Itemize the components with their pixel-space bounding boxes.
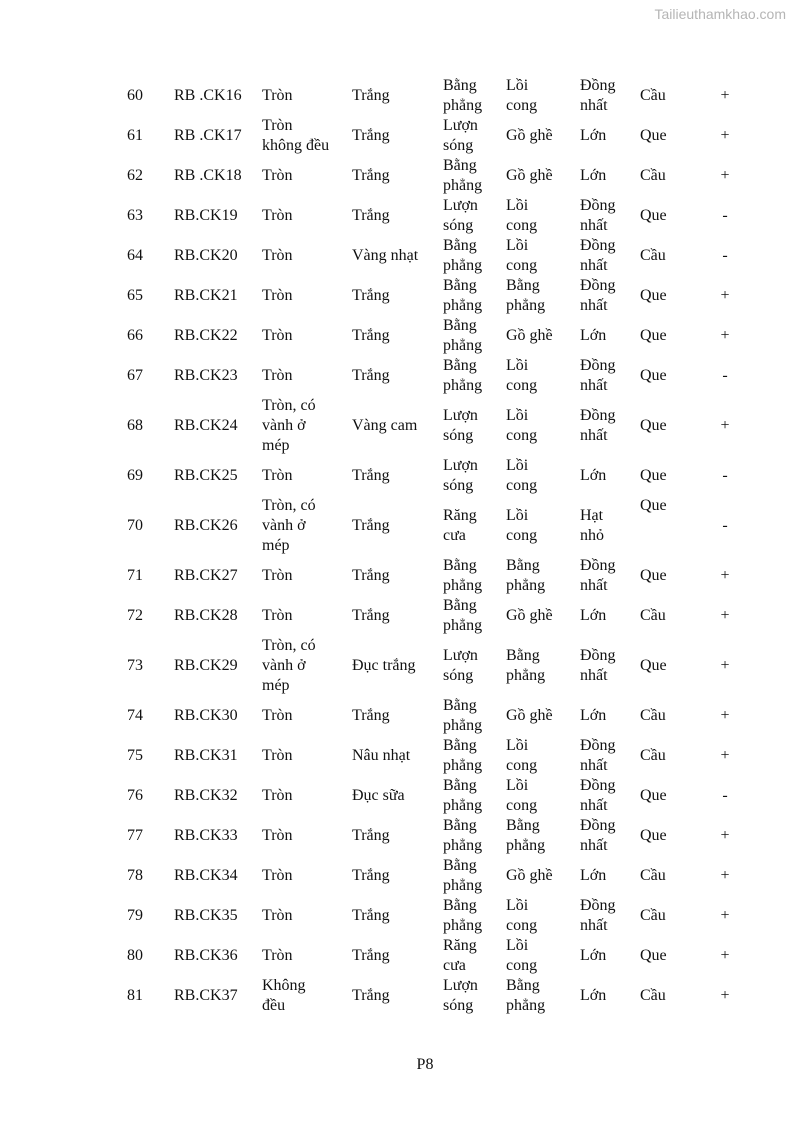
test-result: -	[722, 367, 728, 384]
strain-code: RB.CK27	[174, 567, 238, 584]
colony-edge: Răng cưa	[443, 937, 477, 974]
table-row	[120, 156, 740, 196]
colony-shape: Tròn	[262, 947, 293, 964]
table-row	[120, 496, 740, 556]
cell-shape: Cầu	[640, 167, 666, 184]
colony-color: Trắng	[352, 707, 390, 724]
colony-shape: Tròn	[262, 167, 293, 184]
colony-surface: Bằng phẳng	[506, 977, 546, 1014]
colony-size: Đồng nhất	[580, 237, 616, 274]
colony-surface: Lồi cong	[506, 507, 538, 544]
colony-surface: Gồ ghề	[506, 867, 553, 884]
table-row	[120, 116, 740, 156]
colony-surface: Lồi cong	[506, 237, 538, 274]
test-result: +	[720, 827, 730, 844]
colony-shape: Tròn	[262, 467, 293, 484]
table-row	[120, 936, 740, 976]
row-number: 80	[127, 947, 143, 964]
colony-surface: Lồi cong	[506, 737, 538, 774]
test-result: +	[720, 657, 730, 674]
row-number: 72	[127, 607, 143, 624]
cell-shape: Cầu	[640, 607, 666, 624]
row-number: 78	[127, 867, 143, 884]
row-number: 73	[127, 657, 143, 674]
strain-code: RB.CK26	[174, 517, 238, 534]
colony-size: Đồng nhất	[580, 557, 616, 594]
colony-edge: Lượn sóng	[443, 647, 478, 684]
row-number: 70	[127, 517, 143, 534]
cell-shape: Que	[640, 327, 667, 344]
row-number: 63	[127, 207, 143, 224]
colony-size: Đồng nhất	[580, 357, 616, 394]
test-result: +	[720, 707, 730, 724]
table-row	[120, 896, 740, 936]
colony-surface: Gồ ghề	[506, 607, 553, 624]
colony-surface: Bằng phẳng	[506, 647, 546, 684]
colony-shape: Không đều	[262, 977, 306, 1014]
colony-size: Đồng nhất	[580, 817, 616, 854]
colony-shape: Tròn không đều	[262, 117, 330, 154]
test-result: +	[720, 287, 730, 304]
cell-shape: Que	[640, 787, 667, 804]
cell-shape: Cầu	[640, 907, 666, 924]
test-result: +	[720, 747, 730, 764]
colony-surface: Bằng phẳng	[506, 817, 546, 854]
test-result: +	[720, 417, 730, 434]
colony-edge: Bằng phẳng	[443, 317, 483, 354]
cell-shape: Que	[640, 497, 667, 514]
colony-shape: Tròn	[262, 867, 293, 884]
colony-color: Trắng	[352, 907, 390, 924]
page-number: P8	[416, 1056, 434, 1073]
row-number: 64	[127, 247, 143, 264]
colony-size: Đồng nhất	[580, 777, 616, 814]
strain-code: RB .CK16	[174, 87, 242, 104]
colony-color: Trắng	[352, 867, 390, 884]
colony-size: Lớn	[580, 947, 607, 964]
colony-edge: Bằng phẳng	[443, 697, 483, 734]
colony-surface: Bằng phẳng	[506, 277, 546, 314]
test-result: +	[720, 907, 730, 924]
table-row	[120, 596, 740, 636]
colony-color: Trắng	[352, 207, 390, 224]
colony-edge: Răng cưa	[443, 507, 477, 544]
colony-shape: Tròn, có vành ở mép	[262, 637, 316, 694]
colony-size: Lớn	[580, 607, 607, 624]
strain-code: RB .CK17	[174, 127, 242, 144]
colony-surface: Bằng phẳng	[506, 557, 546, 594]
row-number: 67	[127, 367, 143, 384]
row-number: 69	[127, 467, 143, 484]
strain-code: RB.CK28	[174, 607, 238, 624]
colony-color: Trắng	[352, 327, 390, 344]
row-number: 76	[127, 787, 143, 804]
table-row	[120, 196, 740, 236]
cell-shape: Cầu	[640, 987, 666, 1004]
cell-shape: Que	[640, 417, 667, 434]
colony-color: Trắng	[352, 947, 390, 964]
colony-color: Trắng	[352, 517, 390, 534]
cell-shape: Cầu	[640, 867, 666, 884]
table-row	[120, 456, 740, 496]
colony-surface: Lồi cong	[506, 777, 538, 814]
colony-edge: Lượn sóng	[443, 197, 478, 234]
table-row	[120, 636, 740, 696]
colony-color: Trắng	[352, 367, 390, 384]
colony-size: Đồng nhất	[580, 277, 616, 314]
colony-color: Vàng nhạt	[352, 247, 419, 264]
colony-color: Trắng	[352, 567, 390, 584]
test-result: -	[722, 247, 728, 264]
colony-shape: Tròn	[262, 287, 293, 304]
table-row	[120, 356, 740, 396]
colony-edge: Bằng phẳng	[443, 857, 483, 894]
colony-surface: Lồi cong	[506, 197, 538, 234]
colony-shape: Tròn	[262, 367, 293, 384]
colony-color: Trắng	[352, 287, 390, 304]
test-result: +	[720, 127, 730, 144]
colony-edge: Bằng phẳng	[443, 357, 483, 394]
table-row	[120, 396, 740, 456]
strain-code: RB.CK20	[174, 247, 238, 264]
strain-code: RB.CK33	[174, 827, 238, 844]
cell-shape: Cầu	[640, 87, 666, 104]
strain-code: RB.CK21	[174, 287, 238, 304]
test-result: +	[720, 167, 730, 184]
colony-surface: Gồ ghề	[506, 167, 553, 184]
strain-code: RB.CK35	[174, 907, 238, 924]
colony-edge: Bằng phẳng	[443, 737, 483, 774]
table-row	[120, 776, 740, 816]
colony-color: Trắng	[352, 607, 390, 624]
strain-code: RB.CK23	[174, 367, 238, 384]
colony-size: Lớn	[580, 127, 607, 144]
colony-edge: Bằng phẳng	[443, 557, 483, 594]
cell-shape: Que	[640, 657, 667, 674]
table-row	[120, 856, 740, 896]
table-body	[120, 76, 740, 1016]
colony-shape: Tròn	[262, 567, 293, 584]
row-number: 61	[127, 127, 143, 144]
colony-shape: Tròn	[262, 907, 293, 924]
table-row	[120, 976, 740, 1016]
cell-shape: Cầu	[640, 707, 666, 724]
colony-size: Lớn	[580, 867, 607, 884]
table-row	[120, 556, 740, 596]
colony-shape: Tròn	[262, 827, 293, 844]
table-row	[120, 816, 740, 856]
colony-color: Trắng	[352, 987, 390, 1004]
colony-edge: Lượn sóng	[443, 407, 478, 444]
colony-size: Lớn	[580, 467, 607, 484]
cell-shape: Que	[640, 827, 667, 844]
colony-edge: Bằng phẳng	[443, 157, 483, 194]
colony-edge: Lượn sóng	[443, 117, 478, 154]
colony-surface: Gồ ghề	[506, 707, 553, 724]
test-result: +	[720, 947, 730, 964]
test-result: -	[722, 207, 728, 224]
test-result: +	[720, 607, 730, 624]
strain-code: RB.CK24	[174, 417, 238, 434]
row-number: 81	[127, 987, 143, 1004]
row-number: 66	[127, 327, 143, 344]
test-result: +	[720, 327, 730, 344]
table-row	[120, 76, 740, 116]
colony-color: Trắng	[352, 467, 390, 484]
colony-surface: Gồ ghề	[506, 127, 553, 144]
colony-edge: Bằng phẳng	[443, 817, 483, 854]
colony-color: Vàng cam	[352, 417, 418, 434]
row-number: 65	[127, 287, 143, 304]
colony-shape: Tròn	[262, 747, 293, 764]
table-row	[120, 696, 740, 736]
row-number: 68	[127, 417, 143, 434]
colony-color: Trắng	[352, 827, 390, 844]
cell-shape: Que	[640, 367, 667, 384]
colony-surface: Lồi cong	[506, 77, 538, 114]
strain-code: RB.CK30	[174, 707, 238, 724]
table-row	[120, 276, 740, 316]
strain-code: RB.CK25	[174, 467, 238, 484]
colony-shape: Tròn	[262, 707, 293, 724]
colony-shape: Tròn, có vành ở mép	[262, 497, 316, 554]
strain-characteristics-table	[120, 76, 740, 1016]
cell-shape: Cầu	[640, 747, 666, 764]
colony-edge: Lượn sóng	[443, 457, 478, 494]
colony-color: Đục trắng	[352, 657, 416, 674]
colony-shape: Tròn	[262, 787, 293, 804]
colony-color: Trắng	[352, 127, 390, 144]
cell-shape: Que	[640, 287, 667, 304]
strain-code: RB.CK31	[174, 747, 238, 764]
strain-code: RB.CK36	[174, 947, 238, 964]
test-result: +	[720, 987, 730, 1004]
row-number: 77	[127, 827, 143, 844]
colony-shape: Tròn	[262, 207, 293, 224]
colony-shape: Tròn	[262, 247, 293, 264]
colony-surface: Lồi cong	[506, 357, 538, 394]
colony-shape: Tròn	[262, 327, 293, 344]
colony-edge: Bằng phẳng	[443, 277, 483, 314]
colony-size: Đồng nhất	[580, 77, 616, 114]
row-number: 74	[127, 707, 143, 724]
test-result: +	[720, 567, 730, 584]
colony-size: Đồng nhất	[580, 647, 616, 684]
strain-code: RB.CK29	[174, 657, 238, 674]
colony-size: Hạt nhỏ	[580, 507, 604, 544]
colony-edge: Bằng phẳng	[443, 237, 483, 274]
table-row	[120, 736, 740, 776]
test-result: -	[722, 787, 728, 804]
colony-edge: Bằng phẳng	[443, 77, 483, 114]
test-result: -	[722, 467, 728, 484]
test-result: -	[722, 517, 728, 534]
cell-shape: Que	[640, 207, 667, 224]
colony-surface: Lồi cong	[506, 407, 538, 444]
colony-shape: Tròn, có vành ở mép	[262, 397, 316, 454]
colony-color: Nâu nhạt	[352, 747, 411, 764]
cell-shape: Que	[640, 467, 667, 484]
colony-size: Lớn	[580, 987, 607, 1004]
colony-size: Lớn	[580, 327, 607, 344]
row-number: 71	[127, 567, 143, 584]
test-result: +	[720, 87, 730, 104]
colony-size: Đồng nhất	[580, 737, 616, 774]
row-number: 79	[127, 907, 143, 924]
row-number: 75	[127, 747, 143, 764]
cell-shape: Que	[640, 947, 667, 964]
colony-edge: Bằng phẳng	[443, 777, 483, 814]
table-row	[120, 236, 740, 276]
strain-code: RB .CK18	[174, 167, 242, 184]
colony-edge: Bằng phẳng	[443, 597, 483, 634]
cell-shape: Cầu	[640, 247, 666, 264]
colony-size: Đồng nhất	[580, 197, 616, 234]
strain-code: RB.CK22	[174, 327, 238, 344]
strain-code: RB.CK32	[174, 787, 238, 804]
cell-shape: Que	[640, 567, 667, 584]
test-result: +	[720, 867, 730, 884]
colony-surface: Gồ ghề	[506, 327, 553, 344]
colony-surface: Lồi cong	[506, 457, 538, 494]
row-number: 62	[127, 167, 143, 184]
row-number: 60	[127, 87, 143, 104]
strain-code: RB.CK37	[174, 987, 238, 1004]
colony-color: Trắng	[352, 167, 390, 184]
colony-shape: Tròn	[262, 87, 293, 104]
colony-shape: Tròn	[262, 607, 293, 624]
colony-size: Lớn	[580, 707, 607, 724]
colony-edge: Lượn sóng	[443, 977, 478, 1014]
colony-size: Đồng nhất	[580, 897, 616, 934]
watermark: Tailieuthamkhao.com	[654, 6, 786, 22]
colony-surface: Lồi cong	[506, 937, 538, 974]
colony-color: Trắng	[352, 87, 390, 104]
colony-size: Đồng nhất	[580, 407, 616, 444]
colony-size: Lớn	[580, 167, 607, 184]
colony-color: Đục sữa	[352, 787, 405, 804]
colony-edge: Bằng phẳng	[443, 897, 483, 934]
colony-surface: Lồi cong	[506, 897, 538, 934]
table-row	[120, 316, 740, 356]
cell-shape: Que	[640, 127, 667, 144]
strain-code: RB.CK19	[174, 207, 238, 224]
strain-code: RB.CK34	[174, 867, 238, 884]
